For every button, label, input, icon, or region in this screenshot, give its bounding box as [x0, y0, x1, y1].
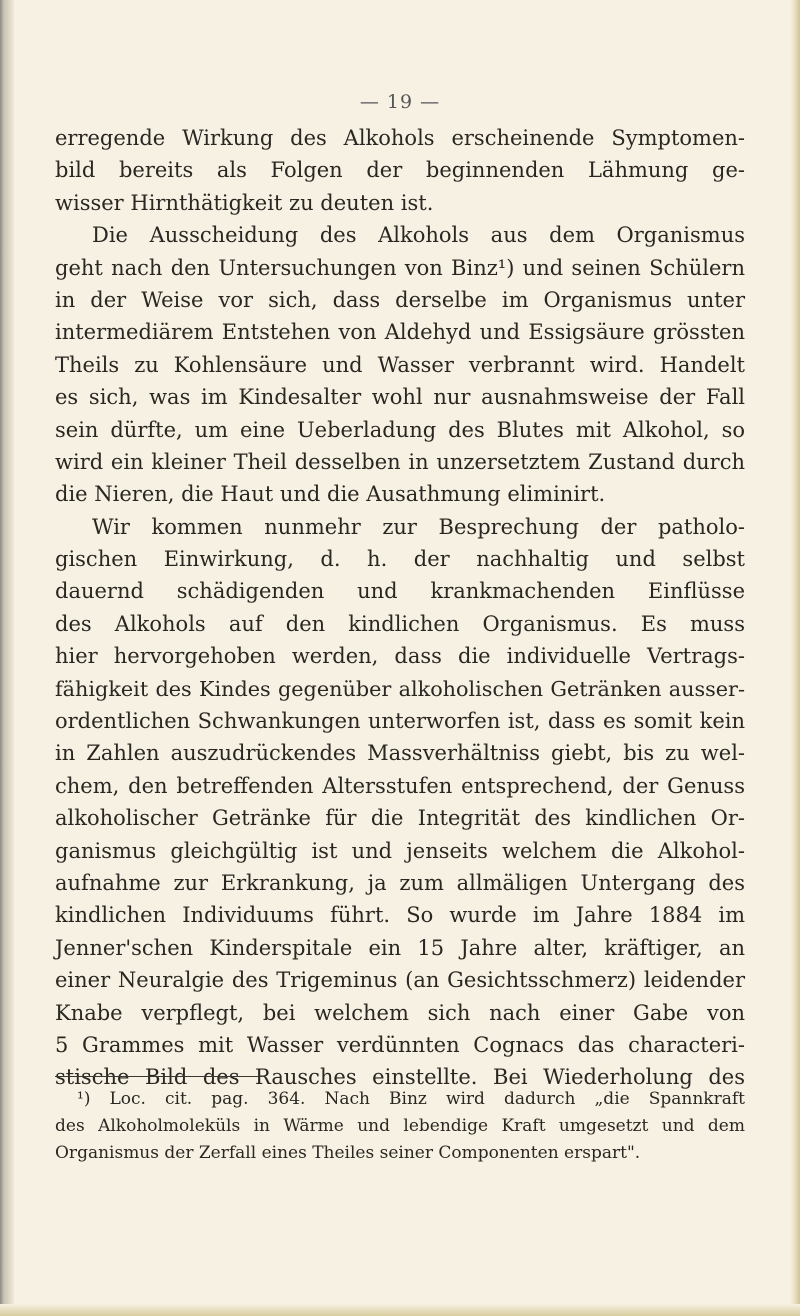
text-line: aufnahme zur Erkrankung, ja zum allmäligen Untergang des: [55, 870, 745, 895]
text-line: erregende Wirkung des Alkohols erscheinende Symptomen-: [55, 126, 745, 150]
main-text: [55, 122, 745, 1094]
text-line: Wir kommen nunmehr zur Besprechung der patholo-: [92, 514, 745, 539]
text-line: alkoholischer Getränke für die Integrität des kindlichen Or-: [55, 806, 745, 831]
footnote-line: ¹) Loc. cit. pag. 364. Nach Binz wird dadurch „die Spannkraft: [77, 1089, 745, 1109]
text-line: des Alkohols auf den kindlichen Organismus. Es muss: [55, 611, 745, 636]
footnote-line: Organismus der Zerfall eines Theiles seiner Componenten erspart".: [55, 1143, 641, 1163]
text-line: Theils zu Kohlensäure und Wasser verbrannt wird. Handelt: [55, 352, 745, 377]
text-line: gischen Einwirkung, d. h. der nachhaltig und selbst: [55, 547, 745, 572]
text-line: bild bereits als Folgen der beginnenden Lähmung ge-: [55, 158, 745, 183]
footnote-line: des Alkoholmoleküls in Wärme und lebendige Kraft umgesetzt und dem: [55, 1116, 745, 1136]
text-line: ganismus gleichgültig ist und jenseits welchem die Alkohol-: [55, 838, 745, 863]
text-line: fähigkeit des Kindes gegenüber alkoholischen Getränken ausser-: [55, 676, 745, 701]
text-line: wird ein kleiner Theil desselben in unzersetztem Zustand durch: [55, 449, 745, 474]
text-line: wisser Hirnthätigkeit zu deuten ist.: [55, 190, 434, 215]
footnote-separator: [55, 1076, 263, 1077]
text-line: Die Ausscheidung des Alkohols aus dem Organismus: [92, 223, 745, 248]
page-gutter-shadow: [0, 0, 14, 1316]
page-edge-right: [790, 0, 800, 1316]
text-line: stische Bild des Rausches einstellte. Bei Wiederholung des: [55, 1065, 745, 1090]
text-line: chem, den betreffenden Altersstufen entsprechend, der Genuss: [55, 773, 745, 798]
text-line: in Zahlen auszudrückendes Massverhältniss giebt, bis zu wel-: [55, 741, 745, 766]
text-line: Jenner'schen Kinderspitale ein 15 Jahre alter, kräftiger, an: [55, 935, 745, 960]
text-line: die Nieren, die Haut und die Ausathmung eliminirt.: [55, 482, 606, 507]
text-line: geht nach den Untersuchungen von Binz¹) und seinen Schülern: [55, 255, 745, 280]
text-line: einer Neuralgie des Trigeminus (an Gesichtsschmerz) leidender: [55, 968, 745, 993]
text-line: es sich, was im Kindesalter wohl nur ausnahmsweise der Fall: [55, 385, 745, 410]
page-edge-bottom: [0, 1304, 800, 1316]
text-line: kindlichen Individuums führt. So wurde im Jahre 1884 im: [55, 903, 745, 928]
text-line: ordentlichen Schwankungen unterworfen ist, dass es somit kein: [55, 709, 745, 734]
text-line: Knabe verpflegt, bei welchem sich nach einer Gabe von: [55, 1000, 745, 1025]
text-line: hier hervorgehoben werden, dass die individuelle Vertrags-: [55, 644, 745, 669]
text-line: in der Weise vor sich, dass derselbe im Organismus unter: [55, 287, 745, 312]
text-line: 5 Grammes mit Wasser verdünnten Cognacs das characteri-: [55, 1032, 745, 1057]
page-number-header: — 19 —: [359, 91, 441, 113]
text-line: intermediärem Entstehen von Aldehyd und Essigsäure grössten: [55, 320, 745, 345]
text-line: sein dürfte, um eine Ueberladung des Blutes mit Alkohol, so: [55, 417, 745, 442]
text-line: dauernd schädigenden und krankmachenden Einflüsse: [55, 579, 745, 604]
footnotes: [55, 1086, 745, 1167]
